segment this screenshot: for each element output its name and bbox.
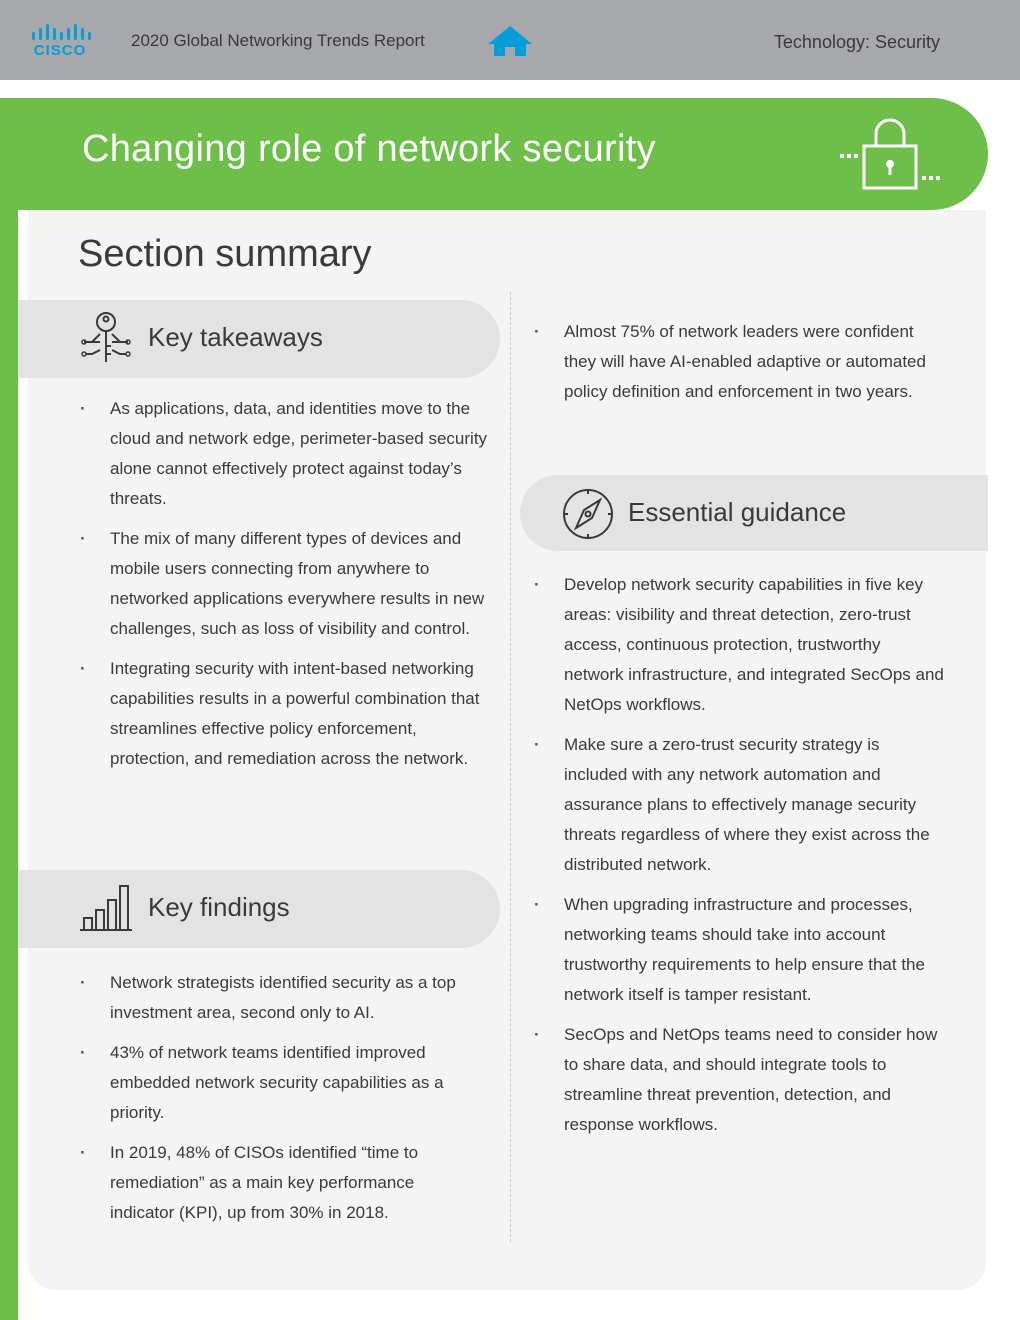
list-item: · 43% of network teams identified improved embedded network security capabilities as a priority. — [80, 1038, 480, 1128]
cisco-logo[interactable] — [28, 24, 92, 58]
list-item: · As applications, data, and identities move to the cloud and network edge, perimeter-based security alone cannot effectively protect against today’s threats. — [80, 394, 490, 514]
bar-chart-icon — [80, 880, 136, 936]
home-icon[interactable] — [486, 24, 534, 58]
essential-guidance-list — [534, 570, 944, 1150]
left-accent-strip — [0, 210, 18, 1320]
section-title: Section summary — [78, 233, 372, 275]
column-divider — [510, 292, 511, 1242]
logo-text: CISCO — [33, 42, 87, 59]
list-item: · The mix of many different types of devices and mobile users connecting from anywhere to networked applications everywhere results in new challenges, such as loss of visibility and control. — [80, 524, 490, 644]
key-findings-list — [80, 968, 480, 1238]
list-item: · Integrating security with intent-based networking capabilities results in a powerful combination that streamlines effective policy enforcement, protection, and remediation across the network. — [80, 654, 490, 774]
page-title: Changing role of network security — [82, 128, 656, 170]
list-item: · In 2019, 48% of CISOs identified “time to remediation” as a main key performance indicator (KPI), up from 30% in 2018. — [80, 1138, 480, 1228]
cisco-bars-icon — [28, 24, 92, 42]
list-item: · Make sure a zero-trust security strategy is included with any network automation and assurance plans to effectively manage security threats regardless of where they exist across the distributed network. — [534, 730, 944, 880]
list-item: · Almost 75% of network leaders were confident they will have AI-enabled adaptive or automated policy definition and enforcement in two years. — [534, 317, 934, 407]
header-bar — [0, 0, 1020, 80]
list-item: · Network strategists identified security as a top investment area, second only to AI. — [80, 968, 480, 1028]
lock-icon — [838, 116, 942, 192]
list-item: · When upgrading infrastructure and processes, networking teams should take into account trustworthy requirements to help ensure that the network itself is tamper resistant. — [534, 890, 944, 1010]
list-item: · Develop network security capabilities in five key areas: visibility and threat detection, zero-trust access, continuous protection, trustworthy network infrastructure, and integrated SecOps and NetOps workflows. — [534, 570, 944, 720]
essential-guidance-heading: Essential guidance — [628, 497, 847, 527]
key-takeaways-heading: Key takeaways — [148, 322, 323, 352]
compass-icon — [560, 486, 616, 542]
list-item: · SecOps and NetOps teams need to consider how to share data, and should integrate tools to streamline threat prevention, detection, and response workflows. — [534, 1020, 944, 1140]
report-title: 2020 Global Networking Trends Report — [131, 31, 425, 50]
key-takeaways-list — [80, 394, 490, 784]
category-label: Technology: Security — [773, 32, 940, 52]
key-findings-heading: Key findings — [148, 892, 290, 922]
key-findings-continued-list — [534, 317, 934, 417]
key-circuit-icon — [78, 310, 134, 366]
